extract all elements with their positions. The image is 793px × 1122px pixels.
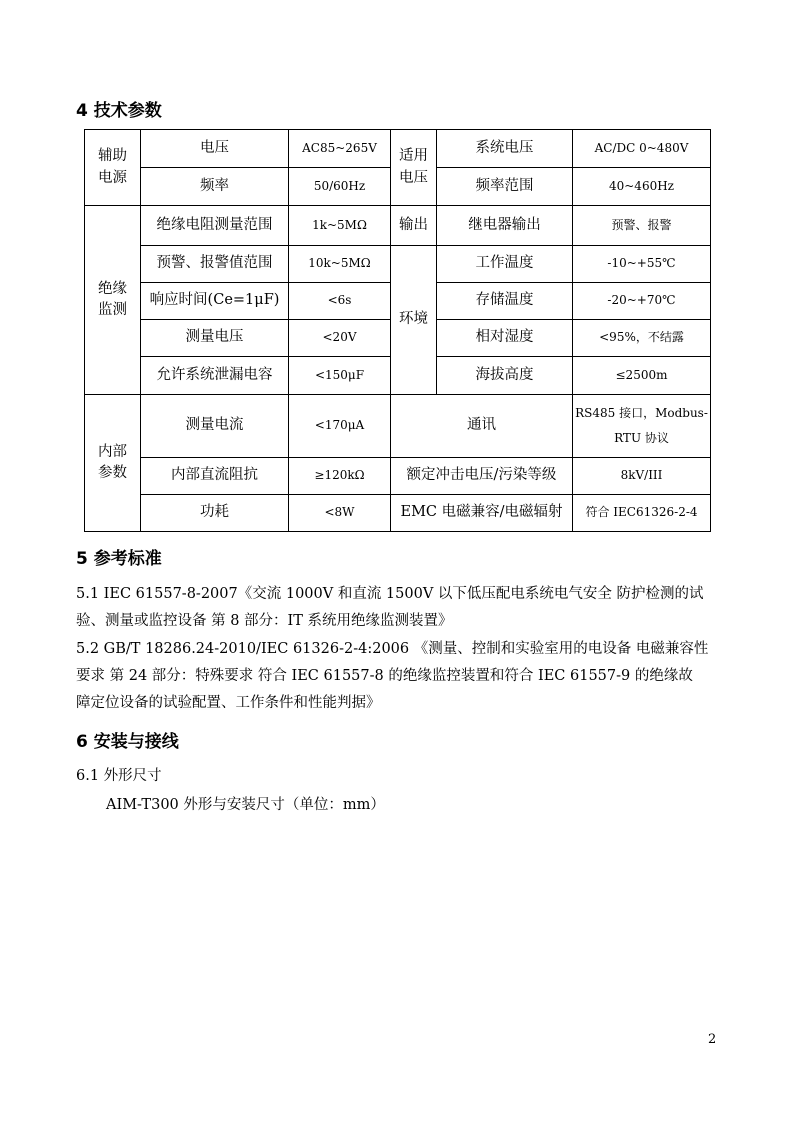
- communication-label: 通讯: [391, 395, 573, 458]
- impulse-voltage-label: 额定冲击电压/污染等级: [391, 458, 573, 495]
- alarm-range-label: 预警、报警值范围: [141, 246, 289, 283]
- applicable-voltage-header: 适用 电压: [391, 130, 437, 206]
- reference-2-line-1: 5.2 GB/T 18286.24-2010/IEC 61326-2-4:2006 《测量、控制和实验室用的电设备 电磁兼容性: [76, 641, 709, 657]
- reference-1-line-1: 5.1 IEC 61557-8-2007《交流 1000V 和直流 1500V 以下低压配电系统电气安全 防护检测的试: [76, 586, 704, 602]
- altitude-label: 海拔高度: [437, 357, 573, 395]
- page-number: 2: [708, 1032, 717, 1047]
- communication-value: RS485 接口，Modbus- RTU 协议: [573, 395, 711, 458]
- humidity-value: <95%，不结露: [573, 320, 711, 357]
- voltage-label: 电压: [141, 130, 289, 168]
- storage-temp-value: -20~+70℃: [573, 283, 711, 320]
- frequency-range-label: 频率范围: [437, 168, 573, 206]
- working-temp-label: 工作温度: [437, 246, 573, 283]
- voltage-value: AC85~265V: [289, 130, 391, 168]
- frequency-range-value: 40~460Hz: [573, 168, 711, 206]
- relay-output-label: 继电器输出: [437, 206, 573, 246]
- output-header: 输出: [391, 206, 437, 246]
- storage-temp-label: 存储温度: [437, 283, 573, 320]
- section-6-heading: 6 安装与接线: [76, 732, 179, 752]
- power-consumption-value: <8W: [289, 495, 391, 532]
- reference-2-line-2: 要求 第 24 部分：特殊要求 符合 IEC 61557-8 的绝缘监控装置和符合 IEC 61557-9 的绝缘故: [76, 668, 693, 684]
- impulse-voltage-value: 8kV/III: [573, 458, 711, 495]
- system-voltage-value: AC/DC 0~480V: [573, 130, 711, 168]
- section-4-heading: 4 技术参数: [76, 101, 162, 121]
- leakage-capacitance-label: 允许系统泄漏电容: [141, 357, 289, 395]
- measuring-voltage-value: <20V: [289, 320, 391, 357]
- humidity-label: 相对湿度: [437, 320, 573, 357]
- relay-output-value: 预警、报警: [573, 206, 711, 246]
- internal-resistance-label: 内部直流阻抗: [141, 458, 289, 495]
- insulation-monitoring-header: 绝缘 监测: [85, 206, 141, 395]
- response-time-label: 响应时间(Ce=1μF): [141, 283, 289, 320]
- response-time-value: <6s: [289, 283, 391, 320]
- insulation-range-value: 1k~5MΩ: [289, 206, 391, 246]
- aux-power-header: 辅助 电源: [85, 130, 141, 206]
- reference-2-line-3: 障定位设备的试验配置、工作条件和性能判据》: [76, 695, 381, 711]
- internal-params-header: 内部 参数: [85, 395, 141, 532]
- insulation-range-label: 绝缘电阻测量范围: [141, 206, 289, 246]
- technical-parameters-table: [84, 129, 711, 532]
- reference-1-line-2: 验、测量或监控设备 第 8 部分：IT 系统用绝缘监测装置》: [76, 613, 453, 629]
- leakage-capacitance-value: <150μF: [289, 357, 391, 395]
- system-voltage-label: 系统电压: [437, 130, 573, 168]
- measuring-current-label: 测量电流: [141, 395, 289, 458]
- emc-label: EMC 电磁兼容/电磁辐射: [391, 495, 573, 532]
- measuring-current-value: <170μA: [289, 395, 391, 458]
- alarm-range-value: 10k~5MΩ: [289, 246, 391, 283]
- power-consumption-label: 功耗: [141, 495, 289, 532]
- emc-value: 符合 IEC61326-2-4: [573, 495, 711, 532]
- subsection-6-1: 6.1 外形尺寸: [76, 768, 162, 784]
- measuring-voltage-label: 测量电压: [141, 320, 289, 357]
- frequency-label: 频率: [141, 168, 289, 206]
- working-temp-value: -10~+55℃: [573, 246, 711, 283]
- environment-header: 环境: [391, 246, 437, 395]
- dimension-caption: AIM-T300 外形与安装尺寸（单位：mm）: [106, 797, 385, 813]
- frequency-value: 50/60Hz: [289, 168, 391, 206]
- internal-resistance-value: ≥120kΩ: [289, 458, 391, 495]
- section-5-heading: 5 参考标准: [76, 549, 162, 569]
- altitude-value: ≤2500m: [573, 357, 711, 395]
